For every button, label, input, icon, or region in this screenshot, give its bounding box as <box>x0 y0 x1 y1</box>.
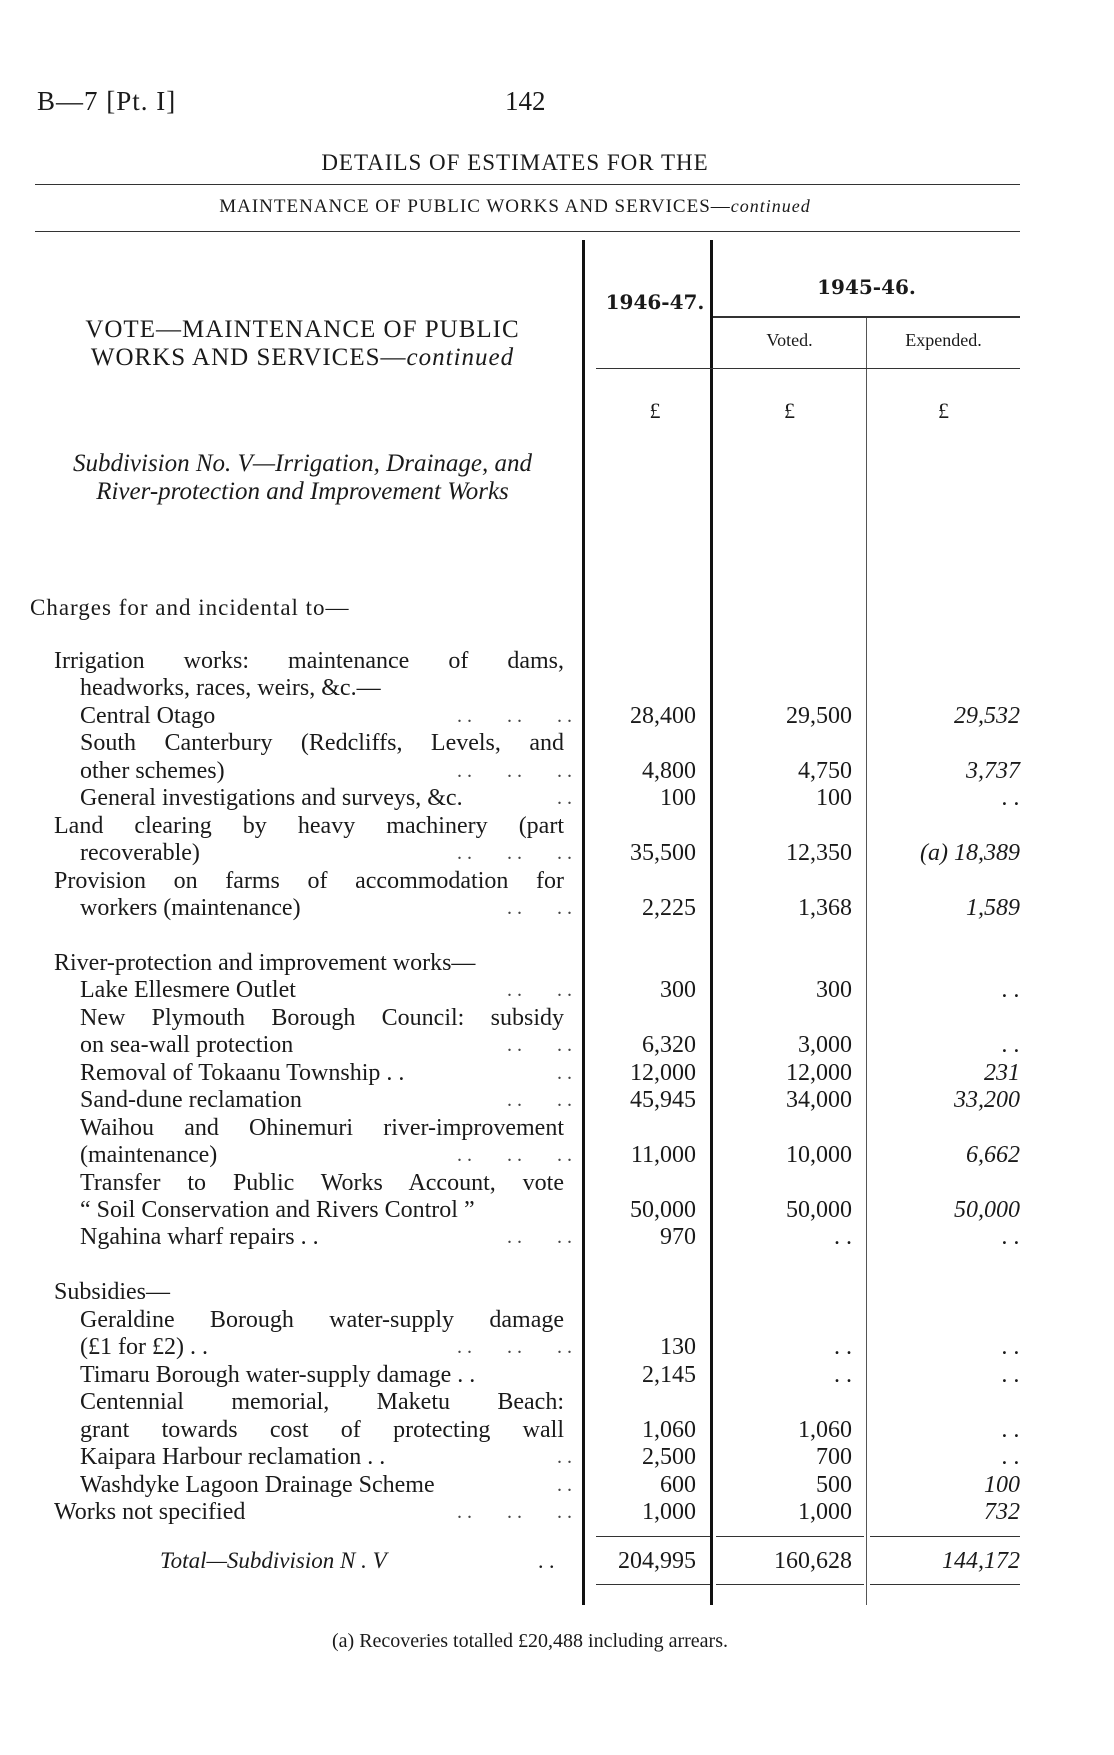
row-expended-1945-46: . . <box>1002 1361 1020 1388</box>
row-expended-1945-46: 732 <box>984 1498 1020 1525</box>
row-expended-1945-46: . . <box>1002 977 1020 1004</box>
row-label: General investigations and surveys, &c. <box>80 785 463 812</box>
row-label: on sea-wall protection <box>80 1032 294 1059</box>
subdivision-line2: River-protection and Improvement Works <box>96 478 509 505</box>
row-expended-1945-46: (a) 18,389 <box>920 840 1020 867</box>
row-expended-1945-46: 33,200 <box>954 1087 1020 1114</box>
row-voted-1945-46: 100 <box>816 785 852 812</box>
row-voted-1945-46: 500 <box>816 1471 852 1498</box>
row-label: Land clearing by heavy machinery (part <box>54 812 564 839</box>
total-bottom-rule-c3 <box>870 1584 1020 1585</box>
table-row <box>0 1417 1030 1444</box>
row-leader-dots: . . . . . . <box>457 1144 572 1167</box>
total-top-rule-c3 <box>870 1536 1020 1537</box>
row-estimate-1946-47: 11,000 <box>630 1142 696 1169</box>
header-bottom-rule <box>596 368 1020 369</box>
vote-line2-italic: continued <box>406 344 515 371</box>
row-estimate-1946-47: 100 <box>660 785 696 812</box>
row-label: River-protection and improvement works— <box>54 949 476 976</box>
vote-heading-line2 <box>30 344 575 372</box>
table-row <box>0 1005 1030 1032</box>
row-label: Geraldine Borough water-supply damage <box>80 1306 564 1333</box>
footnote: (a) Recoveries totalled £20,488 including arrears. <box>332 1630 728 1652</box>
table-row <box>0 1307 1030 1334</box>
row-leader-dots: . . . . <box>507 897 572 920</box>
row-leader-dots: . . <box>557 1446 572 1469</box>
subdivision-line1: Subdivision No. V—Irrigation, Drainage, and <box>72 450 533 477</box>
table-row <box>0 1197 1030 1224</box>
row-voted-1945-46: 4,750 <box>798 757 852 784</box>
vote-heading-line1: VOTE—MAINTENANCE OF PUBLIC <box>85 316 520 343</box>
page-subtitle <box>0 196 1030 218</box>
table-row <box>0 1279 1030 1306</box>
row-label: Washdyke Lagoon Drainage Scheme <box>80 1471 435 1498</box>
table-row <box>0 868 1030 895</box>
table-row <box>0 950 1030 977</box>
header-rule-year <box>713 316 1020 318</box>
row-estimate-1946-47: 4,800 <box>642 757 696 784</box>
table-row <box>0 648 1030 675</box>
table-row <box>0 813 1030 840</box>
total-voted: 160,628 <box>774 1548 852 1574</box>
table-row <box>0 1362 1030 1389</box>
row-estimate-1946-47: 2,225 <box>642 895 696 922</box>
row-estimate-1946-47: 50,000 <box>630 1197 696 1223</box>
total-expended: 144,172 <box>942 1548 1020 1574</box>
row-voted-1945-46: 12,000 <box>786 1059 852 1086</box>
row-estimate-1946-47: 45,945 <box>630 1087 696 1114</box>
row-estimate-1946-47: 970 <box>660 1224 696 1251</box>
row-voted-1945-46: 1,368 <box>798 895 852 922</box>
row-label: “ Soil Conservation and Rivers Control ” <box>80 1197 475 1223</box>
row-label: Waihou and Ohinemuri river-improvement <box>80 1114 564 1141</box>
currency-voted-previous: £ <box>784 398 795 423</box>
row-expended-1945-46: 231 <box>984 1059 1020 1086</box>
column-expended: Expended. <box>905 330 982 350</box>
row-label: Works not specified <box>54 1498 246 1525</box>
row-leader-dots: . . . . . . <box>457 842 572 865</box>
row-label: headworks, races, weirs, &c.— <box>80 675 381 702</box>
row-label: Timaru Borough water-supply damage . . <box>80 1361 476 1388</box>
row-expended-1945-46: 6,662 <box>966 1142 1020 1169</box>
row-voted-1945-46: 300 <box>816 977 852 1004</box>
row-estimate-1946-47: 6,320 <box>642 1032 696 1059</box>
row-label: Provision on farms of accommodation for <box>54 867 564 894</box>
row-label: Ngahina wharf repairs . . <box>80 1224 319 1251</box>
table-row <box>0 1444 1030 1471</box>
row-leader-dots: . . . . <box>507 979 572 1002</box>
table-row <box>0 1115 1030 1142</box>
title-rule <box>35 184 1020 185</box>
column-year-previous: 1945-46. <box>817 275 916 299</box>
document-reference: B—7 [Pt. I] <box>37 86 177 116</box>
row-label: Lake Ellesmere Outlet <box>80 977 296 1004</box>
row-voted-1945-46: . . <box>834 1361 852 1388</box>
column-voted: Voted. <box>766 330 813 350</box>
subdivision-heading <box>30 450 575 506</box>
charges-heading: Charges for and incidental to— <box>30 595 350 620</box>
row-leader-dots: . . . . . . <box>457 1500 572 1523</box>
row-label: Subsidies— <box>54 1279 171 1306</box>
table-row <box>0 703 1030 730</box>
table-row <box>0 895 1030 922</box>
row-expended-1945-46: 50,000 <box>954 1197 1020 1223</box>
row-label: South Canterbury (Redcliffs, Levels, and <box>80 730 564 757</box>
row-leader-dots: . . . . <box>507 1226 572 1249</box>
table-row <box>0 1032 1030 1059</box>
row-expended-1945-46: 3,737 <box>966 757 1020 784</box>
row-label: (maintenance) <box>80 1142 218 1169</box>
total-top-rule-c2 <box>716 1536 864 1537</box>
table-row <box>0 785 1030 812</box>
row-voted-1945-46: 3,000 <box>798 1032 852 1059</box>
row-leader-dots: . . <box>557 787 572 810</box>
table-row <box>0 675 1030 702</box>
page-title: DETAILS OF ESTIMATES FOR THE <box>321 150 709 175</box>
row-expended-1945-46: 1,589 <box>966 895 1020 922</box>
table-row <box>0 1334 1030 1361</box>
row-estimate-1946-47: 1,000 <box>642 1498 696 1525</box>
row-voted-1945-46: 700 <box>816 1444 852 1471</box>
row-estimate-1946-47: 130 <box>660 1334 696 1361</box>
row-voted-1945-46: 12,350 <box>786 840 852 867</box>
row-leader-dots: . . . . . . <box>457 759 572 782</box>
table-row <box>0 1142 1030 1169</box>
row-label: Transfer to Public Works Account, vote <box>80 1169 564 1196</box>
row-expended-1945-46: . . <box>1002 1224 1020 1251</box>
row-label: workers (maintenance) <box>80 895 301 922</box>
subtitle-italic: continued <box>730 196 811 216</box>
page-number: 142 <box>505 86 546 116</box>
row-leader-dots: . . . . . . <box>457 704 572 727</box>
subtitle-rule <box>35 231 1020 232</box>
row-leader-dots: . . . . . . <box>457 1336 572 1359</box>
subtitle-main: MAINTENANCE OF PUBLIC WORKS AND SERVICES— <box>219 196 731 217</box>
table-row <box>0 758 1030 785</box>
total-top-rule-c1 <box>596 1536 710 1537</box>
row-label: Sand-dune reclamation <box>80 1087 302 1114</box>
row-leader-dots: . . <box>557 1473 572 1496</box>
table-row <box>0 1060 1030 1087</box>
row-expended-1945-46: . . <box>1002 1032 1020 1059</box>
row-leader-dots: . . <box>557 1061 572 1084</box>
row-voted-1945-46: . . <box>834 1224 852 1251</box>
row-label: New Plymouth Borough Council: subsidy <box>80 1004 564 1031</box>
total-label: Total—Subdivision N . V <box>160 1548 387 1573</box>
row-estimate-1946-47: 28,400 <box>630 702 696 729</box>
row-voted-1945-46: 50,000 <box>786 1197 852 1223</box>
row-label: Removal of Tokaanu Township . . <box>80 1059 405 1086</box>
row-leader-dots: . . . . <box>507 1034 572 1057</box>
column-year-current: 1946-47. <box>605 290 705 314</box>
table-row <box>0 1472 1030 1499</box>
table-row <box>0 1499 1030 1526</box>
total-dots: . . <box>538 1548 555 1573</box>
table-row <box>0 977 1030 1004</box>
currency-voted-current: £ <box>649 398 661 423</box>
row-voted-1945-46: 1,060 <box>798 1416 852 1443</box>
table-row <box>0 1224 1030 1251</box>
row-estimate-1946-47: 2,500 <box>642 1444 696 1471</box>
row-label: recoverable) <box>80 840 200 867</box>
row-expended-1945-46: 29,532 <box>954 702 1020 729</box>
row-leader-dots: . . . . <box>507 1089 572 1112</box>
row-expended-1945-46: . . <box>1002 1444 1020 1471</box>
table-row <box>0 1389 1030 1416</box>
vote-line2-main: WORKS AND SERVICES— <box>90 344 407 371</box>
row-voted-1945-46: 34,000 <box>786 1087 852 1114</box>
table-row <box>0 1252 1030 1279</box>
total-current: 204,995 <box>618 1548 696 1574</box>
row-expended-1945-46: . . <box>1002 785 1020 812</box>
table-row <box>0 1087 1030 1114</box>
row-estimate-1946-47: 600 <box>660 1471 696 1498</box>
row-label: Centennial memorial, Maketu Beach: <box>80 1389 564 1416</box>
row-voted-1945-46: . . <box>834 1334 852 1361</box>
row-label: (£1 for £2) . . <box>80 1334 208 1361</box>
row-label: grant towards cost of protecting wall <box>80 1416 564 1443</box>
row-voted-1945-46: 10,000 <box>786 1142 852 1169</box>
table-row <box>0 1170 1030 1197</box>
row-estimate-1946-47: 35,500 <box>630 840 696 867</box>
table-row <box>0 730 1030 757</box>
row-estimate-1946-47: 1,060 <box>642 1416 696 1443</box>
row-label: Irrigation works: maintenance of dams, <box>54 648 564 674</box>
row-label: other schemes) <box>80 757 225 784</box>
total-bottom-rule-c2 <box>716 1584 864 1585</box>
vote-heading <box>30 316 575 372</box>
row-estimate-1946-47: 300 <box>660 977 696 1004</box>
total-bottom-rule-c1 <box>596 1584 710 1585</box>
row-expended-1945-46: 100 <box>984 1471 1020 1498</box>
row-estimate-1946-47: 12,000 <box>630 1059 696 1086</box>
table-row <box>0 923 1030 950</box>
row-label: Kaipara Harbour reclamation . . <box>80 1444 386 1471</box>
row-label: Central Otago <box>80 702 216 729</box>
table-row <box>0 840 1030 867</box>
row-expended-1945-46: . . <box>1002 1416 1020 1443</box>
row-voted-1945-46: 29,500 <box>786 702 852 729</box>
row-expended-1945-46: . . <box>1002 1334 1020 1361</box>
row-estimate-1946-47: 2,145 <box>642 1361 696 1388</box>
currency-expended: £ <box>938 398 949 423</box>
row-voted-1945-46: 1,000 <box>798 1498 852 1525</box>
